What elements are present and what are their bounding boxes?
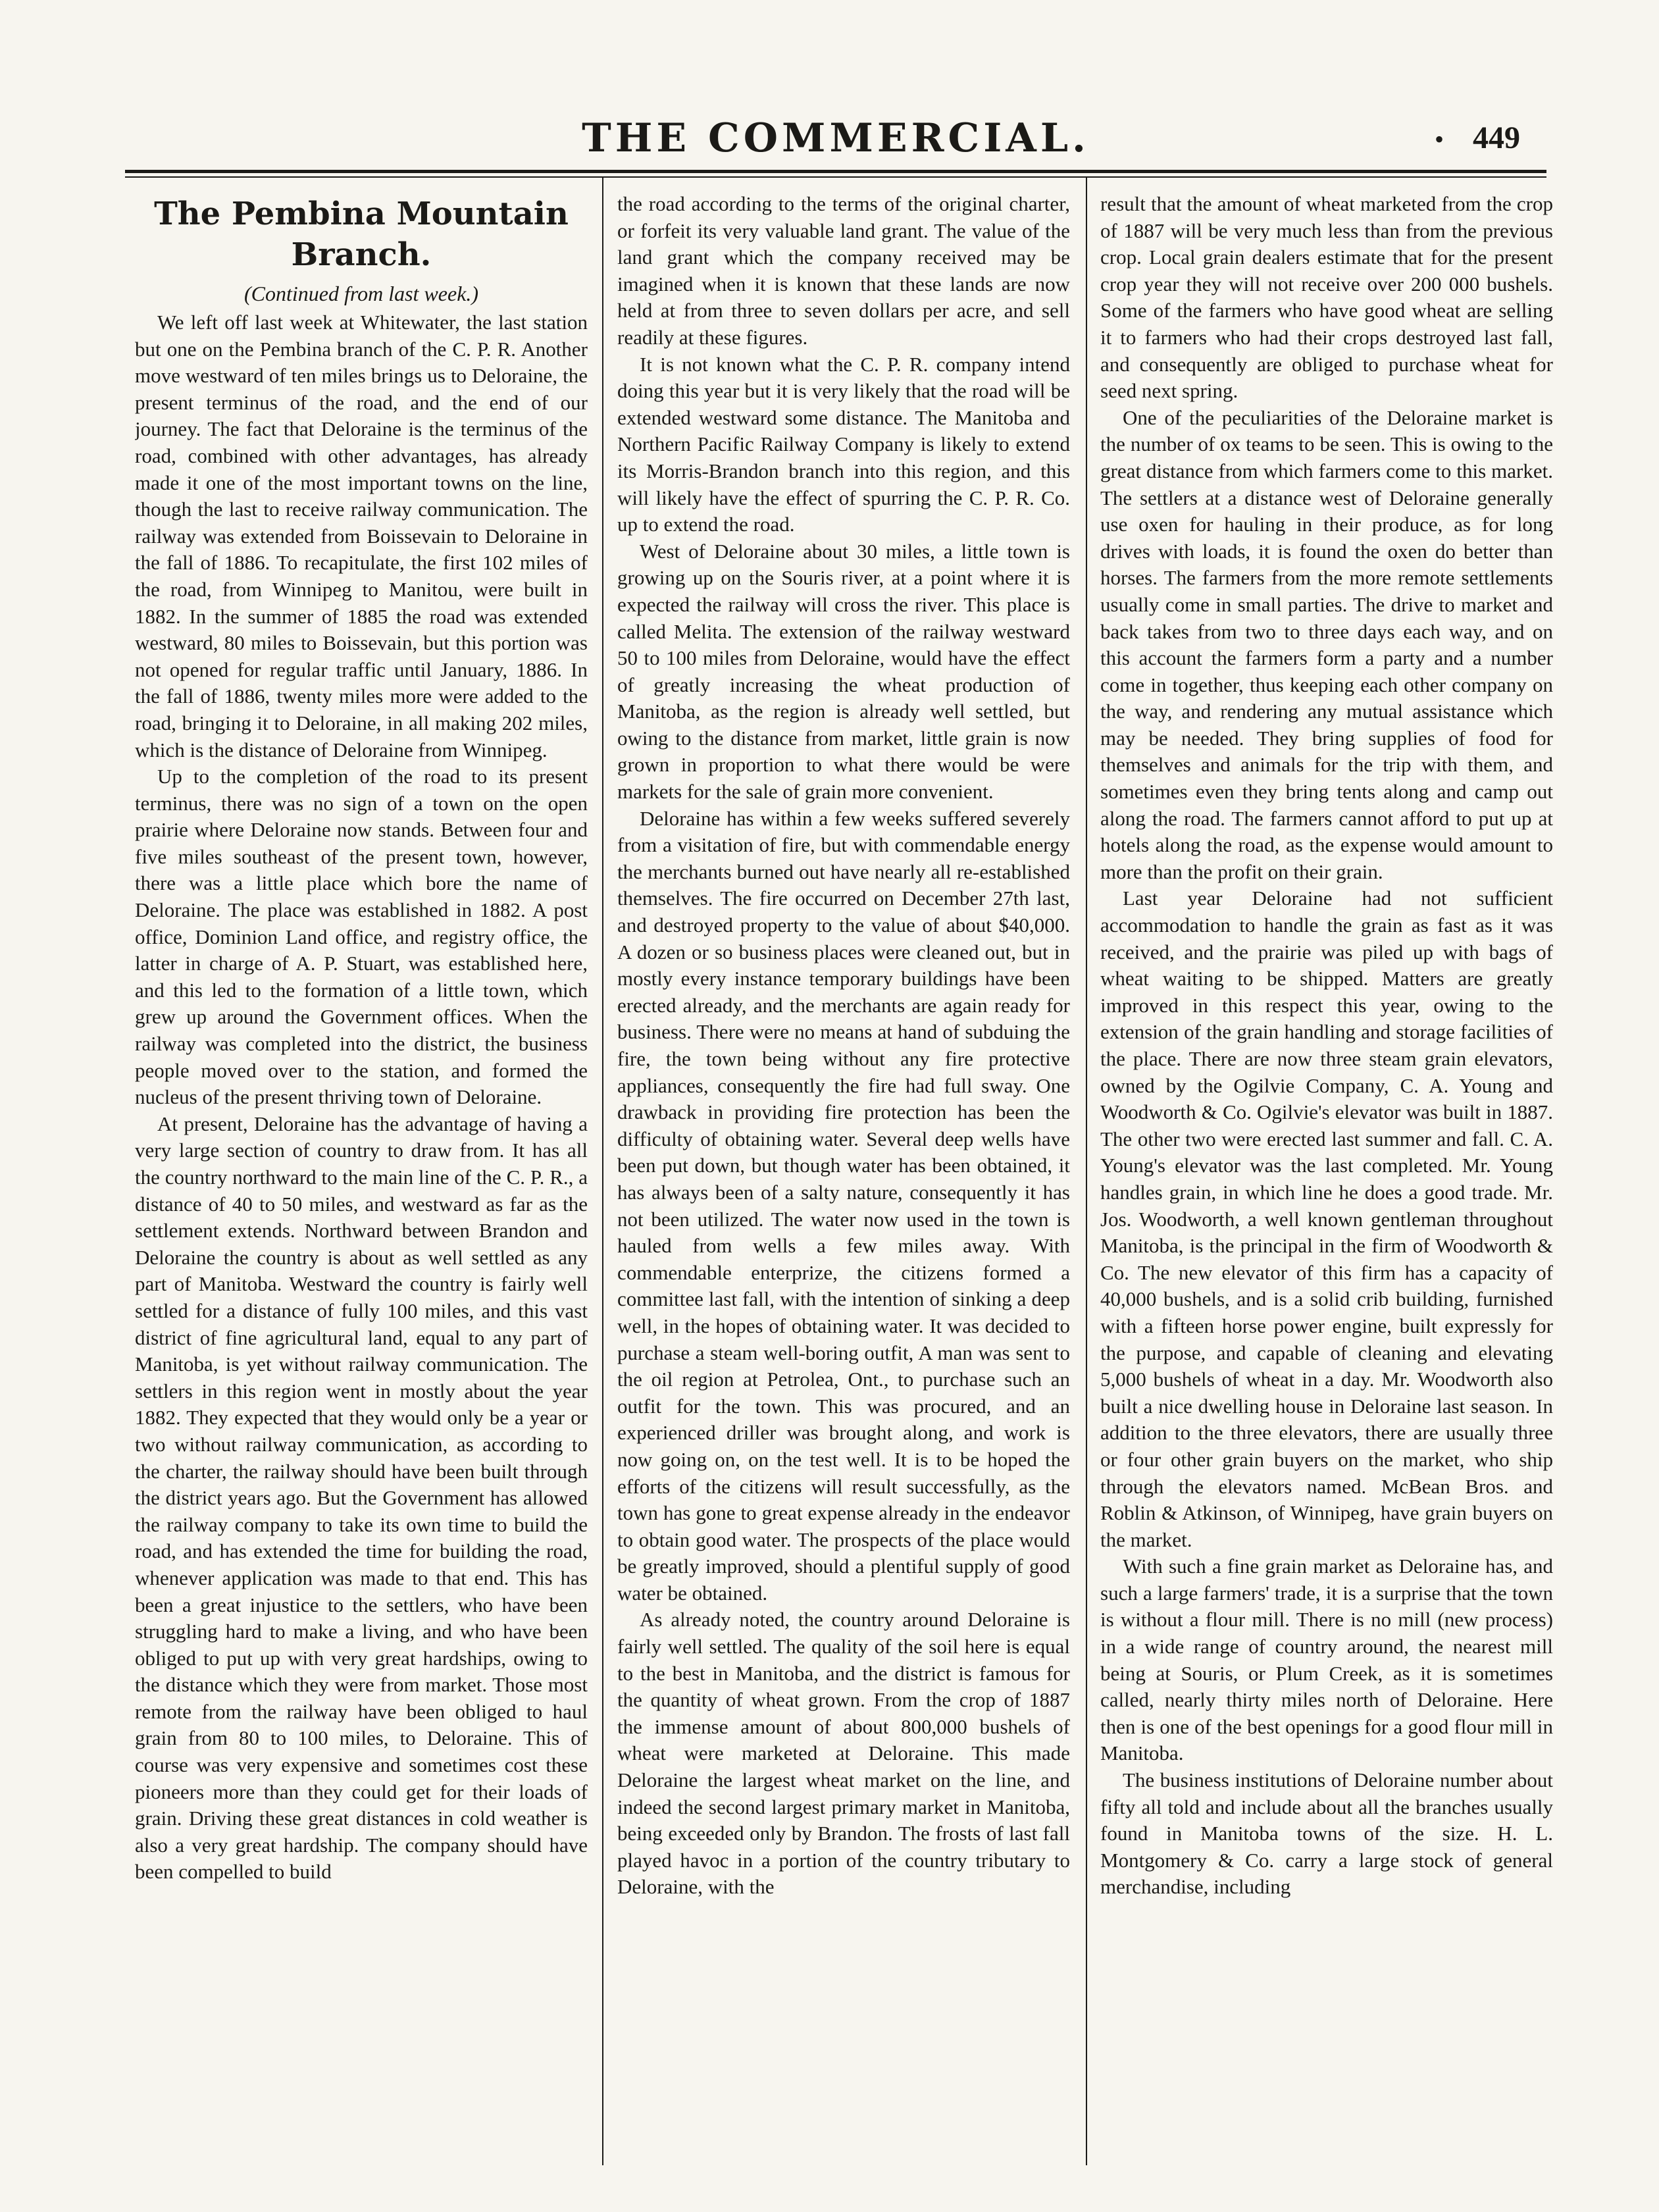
masthead-title: THE COMMERCIAL. xyxy=(582,115,1090,161)
paragraph: Up to the completion of the road to its present terminus, there was no sign of a town on the open prairie where Deloraine now stands. Between four and five miles southeast of the present town, however, there was a little place which bore the name of Deloraine. The place was established in 1882. A post office, Dominion Land office, and registry office, the latter in charge of A. P. Stuart, was established here, and this led to the formation of a little town, which grew up around the Government offices. When the railway was completed into the district, the business people moved over to the station, and formed the nucleus of the present thriving town of Deloraine. xyxy=(135,765,588,1109)
page-number: 449 xyxy=(1473,120,1520,155)
column-1 xyxy=(135,191,588,2152)
paragraph: At present, Deloraine has the advantage of having a very large section of country to draw from. It has all the country northward to the main line of the C. P. R., a distance of 40 to 50 miles, and westward as far as the settlement extends. Northward between Brandon and Deloraine the country is about as well settled as any part of Manitoba. Westward the country is fairly well settled for a distance of fully 100 miles, and this vast district of fine agricultural land, equal to any part of Manitoba, is yet without railway communication. The settlers in this region went in mostly about the year 1882. They expected that they would only be a year or two without railway communication, as according to the charter, the railway should have been built through the district years ago. But the Government has allowed the railway company to take its own time to build the road, and has extended the time for building the road, whenever application was made to that end. This has been a great injustice to the settlers, who have been struggling hard to make a living, and who have been obliged to put up with very great hardships, owing to the distance which they were from market. Those most remote from the railway have been obliged to haul grain from 80 to 100 miles, to Deloraine. This of course was very expensive and sometimes cost these pioneers more than they could get for their loads of grain. Driving these great distances in cold weather is also a very great hardship. The company should have been compelled to build xyxy=(135,1112,588,1884)
paragraph: One of the peculiarities of the Deloraine market is the number of ox teams to be seen. This is owing to the great distance from which farmers come to this market. The settlers at a distance west of Deloraine generally use oxen for hauling in their produce, as for long drives with loads, it is found the oxen do better than horses. The farmers from the more remote settlements usually come in small parties. The drive to market and back takes from two to three days each way, and on this account the farmers form a party and a number come in together, thus keeping each other company on the way, and rendering any mutual assistance which may be needed. They bring supplies of food for themselves and animals for the trip with them, and sometimes even they bring tents along and camp out along the road. The farmers cannot afford to put up at hotels along the road, as the expense would amount to more than the profit on their grain. xyxy=(1100,405,1553,883)
column-divider-2 xyxy=(1086,178,1087,2165)
masthead-rule-thick xyxy=(125,170,1546,173)
paragraph: West of Deloraine about 30 miles, a little town is growing up on the Souris river, at a point where it is expected the railway will cross the river. This place is called Melita. The extension of the railway westward 50 to 100 miles from Deloraine, would have the effect of greatly increasing the wheat production of Manitoba, as the region is already well settled, but owing to the distance from market, little grain is now grown in proportion to what there would be were markets for the sale of grain more convenient. xyxy=(617,539,1070,804)
paragraph: With such a fine grain market as Deloraine has, and such a large farmers' trade, it is a surprise that the town is without a flour mill. There is no mill (new process) in a wide range of country around, the nearest mill being at Souris, or Plum Creek, as it is sometimes called, nearly thirty miles north of Deloraine. Here then is one of the best openings for a good flour mill in Manitoba. xyxy=(1100,1555,1553,1765)
article-headline: The Pembina Mountain Branch. xyxy=(154,195,569,273)
masthead xyxy=(125,112,1546,165)
paragraph: The business institutions of Deloraine number about fifty all told and include about all the branches usually found in Manitoba towns of the size. H. L. Montgomery & Co. carry a large stock of general merchandise, including xyxy=(1100,1768,1553,1899)
paragraph: result that the amount of wheat marketed from the crop of 1887 will be very much less than from the previous crop. Local grain dealers estimate that for the present crop year they will not receive over 200 000 bushels. Some of the farmers who have good wheat are selling it to farmers who had their crops destroyed last fall, and consequently are obliged to purchase wheat for seed next spring. xyxy=(1100,192,1553,403)
paragraph: We left off last week at Whitewater, the last station but one on the Pembina branch of the C. P. R. Another move westward of ten miles brings us to Deloraine, the present terminus of the road, and the end of our journey. The fact that Deloraine is the terminus of the road, combined with other advantages, has already made it one of the most important towns on the line, though the last to receive railway communication. The railway was extended from Boissevain to Deloraine in the fall of 1886. To recapitulate, the first 102 miles of the road, from Winnipeg to Manitou, were built in 1882. In the summer of 1885 the road was extended westward, 80 miles to Boissevain, but this portion was not opened for regular traffic until January, 1886. In the fall of 1886, twenty miles more were added to the road, bringing it to Deloraine, in all making 202 miles, which is the distance of Deloraine from Winnipeg. xyxy=(135,311,588,761)
paragraph: Deloraine has within a few weeks suffered severely from a visitation of fire, but with commendable energy the merchants burned out have nearly all re-established themselves. The fire occurred on December 27th last, and destroyed property to the value of about $40,000. A dozen or so business places were cleaned out, but in mostly every instance temporary buildings have been erected already, and the merchants are again ready for business. There were no means at hand of subduing the fire, the town being without any fire protective appliances, consequently the fire had full sway. One drawback in providing fire protection has been the difficulty of obtaining water. Several deep wells have been put down, but though water has been obtained, it has always been of a salty nature, consequently it has not been utilized. The water now used in the town is hauled from wells a few miles away. With commendable enterprize, the citizens formed a committee last fall, with the intention of sinking a deep well, in the hopes of obtaining water. It was decided to purchase a steam well-boring outfit, A man was sent to the oil region at Petrolea, Ont., to purchase such an outfit for the town. This was procured, and an experienced driller was brought along, and work is now going on, on the test well. It is to be hoped the efforts of the citizens will result successfully, as the town has gone to great expense already in the endeavor to obtain good water. The prospects of the place would be greatly improved, should a plentiful supply of good water be obtained. xyxy=(617,806,1070,1605)
paragraph: As already noted, the country around Deloraine is fairly well settled. The quality of the soil here is equal to the best in Manitoba, and the district is famous for the quantity of wheat grown. From the crop of 1887 the immense amount of about 800,000 bushels of wheat were marketed at Deloraine. This made Deloraine the largest wheat market on the line, and indeed the second largest primary market in Manitoba, being exceeded only by Brandon. The frosts of last fall played havoc in a portion of the country tributary to Deloraine, with the xyxy=(617,1608,1070,1899)
column-3 xyxy=(1100,191,1553,2152)
column-divider-1 xyxy=(602,178,603,2165)
ink-dot: • xyxy=(1435,124,1444,154)
paragraph: It is not known what the C. P. R. company intend doing this year but it is very likely that the road will be extended westward some distance. The Manitoba and Northern Pacific Railway Company is likely to extend its Morris-Brandon branch into this region, and this will likely have the effect of spurring the C. P. R. Co. up to extend the road. xyxy=(617,352,1070,536)
column-2 xyxy=(617,191,1070,2152)
paragraph: Last year Deloraine had not sufficient accommodation to handle the grain as fast as it was received, and the prairie was piled up with bags of wheat waiting to be shipped. Matters are greatly improved in this respect this year, owing to the extension of the grain handling and storage facilities of the place. There are now three steam grain elevators, owned by the Ogilvie Company, C. A. Young and Woodworth & Co. Ogilvie's elevator was built in 1887. The other two were erected last summer and fall. C. A. Young's elevator was the last completed. Mr. Young handles grain, in which line he does a good trade. Mr. Jos. Woodworth, a well known gentleman throughout Manitoba, is the principal in the firm of Woodworth & Co. The new elevator of this firm has a capacity of 40,000 bushels, and is a solid crib building, furnished with a fifteen horse power engine, built expressly for the purpose, and capable of cleaning and elevating 5,000 bushels of wheat in a day. Mr. Woodworth also built a nice dwelling house in Deloraine last season. In addition to the three elevators, there are usually three or four other grain buyers on the market, who ship through the elevators named. McBean Bros. and Roblin & Atkinson, of Winnipeg, have grain buyers on the market. xyxy=(1100,887,1553,1551)
article-subhead: (Continued from last week.) xyxy=(243,282,479,305)
paragraph: the road according to the terms of the original charter, or forfeit its very valuable land grant. The value of the land grant which the company received may be imagined when it is known that these lands are now held at from three to seven dollars per acre, and sell readily at these figures. xyxy=(617,192,1070,349)
masthead-rule-thin xyxy=(125,176,1546,178)
